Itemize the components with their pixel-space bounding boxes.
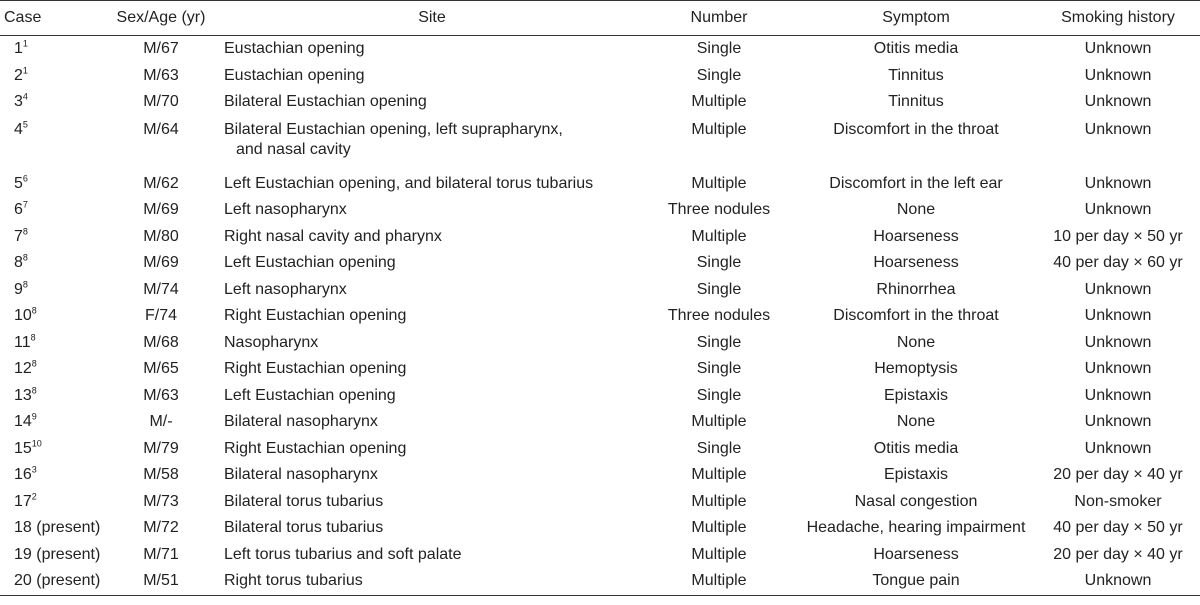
site-text: Left nasopharynx bbox=[224, 280, 347, 298]
case-number: 3 bbox=[14, 93, 23, 111]
cell-smoking-history: Unknown bbox=[1084, 280, 1152, 298]
cell-symptom: Tinnitus bbox=[888, 93, 944, 111]
site-text: Left nasopharynx bbox=[224, 201, 347, 219]
cell-symptom: None bbox=[896, 413, 936, 431]
cell-smoking-history: Unknown bbox=[1084, 66, 1152, 84]
site-text: Bilateral nasopharynx bbox=[224, 466, 378, 484]
reference-superscript: 6 bbox=[22, 173, 28, 184]
cell-smoking-history: Unknown bbox=[1084, 333, 1152, 351]
table-row bbox=[0, 277, 1200, 304]
cell-sex-age: M/69 bbox=[143, 201, 179, 219]
cell-sex-age: M/51 bbox=[100, 568, 222, 595]
cell-case bbox=[0, 303, 100, 330]
site-text: Right Eustachian opening bbox=[224, 307, 407, 325]
cell-site bbox=[222, 489, 642, 516]
cell-site bbox=[222, 116, 642, 171]
cell-smoking-history: Unknown bbox=[1084, 307, 1152, 325]
reference-superscript: 4 bbox=[22, 91, 28, 102]
case-number: 9 bbox=[14, 280, 23, 298]
cell-site bbox=[222, 197, 642, 224]
cell-number: Single bbox=[696, 66, 742, 84]
cell-site bbox=[222, 171, 642, 198]
case-number: 17 bbox=[14, 492, 32, 510]
table-row bbox=[0, 89, 1200, 116]
reference-superscript: 1 bbox=[22, 38, 28, 49]
cell-case bbox=[0, 197, 100, 224]
cell-sex-age: M/79 bbox=[143, 439, 179, 457]
cell-symptom: Discomfort in the left ear bbox=[829, 174, 1003, 192]
table-row bbox=[0, 568, 1200, 595]
header-row bbox=[0, 1, 1200, 36]
cell-sex-age: M/73 bbox=[143, 492, 179, 510]
case-number: 1 bbox=[14, 40, 23, 58]
cell-case bbox=[0, 224, 100, 251]
reference-superscript: 10 bbox=[31, 438, 42, 449]
table-row bbox=[0, 542, 1200, 569]
cell-number: Multiple bbox=[691, 466, 747, 484]
cell-case bbox=[0, 436, 100, 463]
cell-site bbox=[222, 250, 642, 277]
cell-site bbox=[222, 409, 642, 436]
cell-case bbox=[0, 383, 100, 410]
cell-symptom: None bbox=[896, 201, 936, 219]
cell-symptom: None bbox=[896, 333, 936, 351]
cell-site bbox=[222, 63, 642, 90]
table-row bbox=[0, 63, 1200, 90]
cell-symptom: Tongue pain bbox=[796, 568, 1036, 595]
case-number: 20 (present) bbox=[14, 572, 101, 590]
cell-symptom: Nasal congestion bbox=[854, 492, 978, 510]
site-text: Left torus tubarius and soft palate bbox=[224, 545, 462, 563]
cell-site bbox=[222, 36, 642, 63]
cell-case bbox=[0, 277, 100, 304]
case-number: 10 bbox=[14, 307, 32, 325]
cell-case bbox=[0, 116, 100, 171]
cell-number: Multiple bbox=[691, 413, 747, 431]
cell-smoking-history: 40 per day × 50 yr bbox=[1053, 519, 1183, 537]
reference-superscript: 7 bbox=[22, 199, 28, 210]
cell-sex-age: F/74 bbox=[144, 307, 177, 325]
table-row bbox=[0, 356, 1200, 383]
cell-site bbox=[222, 277, 642, 304]
site-text: Right Eustachian opening bbox=[224, 439, 407, 457]
site-text: Left Eustachian opening, and bilateral torus tubarius bbox=[224, 174, 594, 192]
site-text: Bilateral torus tubarius bbox=[224, 492, 384, 510]
cell-case bbox=[0, 330, 100, 357]
cell-case bbox=[0, 515, 100, 542]
cell-site bbox=[222, 542, 642, 569]
table-row bbox=[0, 515, 1200, 542]
cell-case bbox=[0, 171, 100, 198]
cell-symptom: Hoarseness bbox=[873, 254, 959, 272]
cell-sex-age: M/- bbox=[149, 413, 173, 431]
header-case: Case bbox=[0, 1, 100, 36]
cell-number: Three nodules bbox=[667, 201, 771, 219]
cell-number: Multiple bbox=[691, 174, 747, 192]
cell-number: Multiple bbox=[642, 568, 796, 595]
table-row bbox=[0, 171, 1200, 198]
reference-superscript: 9 bbox=[31, 411, 37, 422]
table-row bbox=[0, 383, 1200, 410]
cell-symptom: Otitis media bbox=[873, 40, 959, 58]
case-number: 12 bbox=[14, 360, 32, 378]
reference-superscript: 1 bbox=[22, 65, 28, 76]
cell-case bbox=[0, 356, 100, 383]
site-text: Right torus tubarius bbox=[224, 572, 363, 590]
cell-number: Single bbox=[696, 40, 742, 58]
case-number: 14 bbox=[14, 413, 32, 431]
cell-smoking-history: Unknown bbox=[1084, 439, 1152, 457]
reference-superscript: 8 bbox=[31, 358, 37, 369]
cell-site bbox=[222, 303, 642, 330]
site-text-continued: and nasal cavity bbox=[236, 140, 351, 158]
cell-number: Multiple bbox=[691, 227, 747, 245]
site-text: Left Eustachian opening bbox=[224, 386, 396, 404]
cell-smoking-history: Unknown bbox=[1036, 568, 1200, 595]
cell-case bbox=[0, 250, 100, 277]
cell-symptom: Rhinorrhea bbox=[876, 280, 956, 298]
cell-case bbox=[0, 489, 100, 516]
cell-number: Single bbox=[696, 280, 742, 298]
site-text: Eustachian opening bbox=[224, 40, 365, 58]
reference-superscript: 8 bbox=[30, 332, 36, 343]
cell-case bbox=[0, 89, 100, 116]
cell-sex-age: M/62 bbox=[143, 174, 179, 192]
site-text: Left Eustachian opening bbox=[224, 254, 396, 272]
cell-case bbox=[0, 462, 100, 489]
cell-sex-age: M/72 bbox=[143, 519, 179, 537]
table-row bbox=[0, 409, 1200, 436]
case-number: 8 bbox=[14, 254, 23, 272]
cell-site bbox=[222, 356, 642, 383]
cell-sex-age: M/63 bbox=[143, 386, 179, 404]
table-row bbox=[0, 462, 1200, 489]
case-number: 16 bbox=[14, 466, 32, 484]
case-number: 5 bbox=[14, 174, 23, 192]
header-sex-age: Sex/Age (yr) bbox=[100, 1, 222, 36]
cell-smoking-history: Unknown bbox=[1084, 40, 1152, 58]
header-symptom: Symptom bbox=[796, 1, 1036, 36]
cell-smoking-history: Unknown bbox=[1084, 201, 1152, 219]
cell-case bbox=[0, 63, 100, 90]
cell-site bbox=[222, 436, 642, 463]
cell-smoking-history: 10 per day × 50 yr bbox=[1053, 227, 1183, 245]
table-row bbox=[0, 436, 1200, 463]
cell-number: Multiple bbox=[691, 519, 747, 537]
reference-superscript: 8 bbox=[22, 226, 28, 237]
cell-case bbox=[0, 542, 100, 569]
site-text: Right nasal cavity and pharynx bbox=[224, 227, 442, 245]
table-row bbox=[0, 489, 1200, 516]
cell-number: Multiple bbox=[691, 93, 747, 111]
cell-case bbox=[0, 36, 100, 63]
case-number: 4 bbox=[14, 120, 23, 138]
case-number: 18 (present) bbox=[14, 519, 101, 537]
table-row bbox=[0, 330, 1200, 357]
cell-symptom: Hoarseness bbox=[873, 545, 959, 563]
reference-superscript: 3 bbox=[31, 464, 37, 475]
case-number: 2 bbox=[14, 66, 23, 84]
cell-site bbox=[222, 330, 642, 357]
table-row bbox=[0, 116, 1200, 171]
cell-smoking-history: Non-smoker bbox=[1074, 492, 1162, 510]
cell-sex-age: M/65 bbox=[143, 360, 179, 378]
cell-smoking-history: Unknown bbox=[1084, 360, 1152, 378]
header-smoking-history: Smoking history bbox=[1036, 1, 1200, 36]
cell-sex-age: M/67 bbox=[143, 40, 179, 58]
case-number: 11 bbox=[14, 333, 31, 351]
site-text: Nasopharynx bbox=[224, 333, 319, 351]
header-number: Number bbox=[642, 1, 796, 36]
case-number: 6 bbox=[14, 201, 23, 219]
cell-symptom: Epistaxis bbox=[883, 386, 949, 404]
header-site: Site bbox=[222, 1, 642, 36]
cell-site bbox=[222, 462, 642, 489]
cell-case bbox=[0, 568, 100, 595]
reference-superscript: 8 bbox=[31, 385, 37, 396]
site-text: Bilateral Eustachian opening bbox=[224, 93, 427, 111]
cell-number: Multiple bbox=[691, 545, 747, 563]
cell-symptom: Epistaxis bbox=[883, 466, 949, 484]
cell-smoking-history: Unknown bbox=[1084, 120, 1152, 138]
site-text: Bilateral Eustachian opening, left suprapharynx, bbox=[224, 120, 563, 138]
reference-superscript: 8 bbox=[22, 279, 28, 290]
cell-case bbox=[0, 409, 100, 436]
cell-sex-age: M/63 bbox=[143, 66, 179, 84]
cell-smoking-history: Unknown bbox=[1084, 413, 1152, 431]
cell-smoking-history: 40 per day × 60 yr bbox=[1053, 254, 1183, 272]
case-number: 19 (present) bbox=[14, 545, 101, 563]
cell-site bbox=[222, 224, 642, 251]
cell-sex-age: M/58 bbox=[143, 466, 179, 484]
cell-site bbox=[222, 89, 642, 116]
cell-sex-age: M/69 bbox=[143, 254, 179, 272]
cell-site bbox=[222, 515, 642, 542]
cell-number: Single bbox=[696, 254, 742, 272]
table-row bbox=[0, 197, 1200, 224]
cell-symptom: Hoarseness bbox=[873, 227, 959, 245]
cell-sex-age: M/70 bbox=[143, 93, 179, 111]
cell-number: Single bbox=[696, 439, 742, 457]
cell-site bbox=[222, 383, 642, 410]
cell-smoking-history: Unknown bbox=[1084, 93, 1152, 111]
cell-smoking-history: Unknown bbox=[1084, 174, 1152, 192]
cell-sex-age: M/71 bbox=[143, 545, 179, 563]
cell-number: Multiple bbox=[691, 492, 747, 510]
reference-superscript: 8 bbox=[31, 305, 37, 316]
cell-smoking-history: 20 per day × 40 yr bbox=[1053, 466, 1183, 484]
table-row bbox=[0, 224, 1200, 251]
cell-number: Three nodules bbox=[667, 307, 771, 325]
reference-superscript: 5 bbox=[22, 119, 28, 130]
reference-superscript: 2 bbox=[31, 491, 37, 502]
cell-site bbox=[222, 568, 642, 595]
table-row bbox=[0, 303, 1200, 330]
cell-symptom: Otitis media bbox=[873, 439, 959, 457]
cell-smoking-history: Unknown bbox=[1084, 386, 1152, 404]
cell-symptom: Hemoptysis bbox=[874, 360, 958, 378]
reference-superscript: 8 bbox=[22, 252, 28, 263]
table-body bbox=[0, 36, 1200, 596]
cell-symptom: Discomfort in the throat bbox=[833, 307, 999, 325]
cell-sex-age: M/68 bbox=[143, 333, 179, 351]
site-text: Right Eustachian opening bbox=[224, 360, 407, 378]
cell-symptom: Headache, hearing impairment bbox=[806, 519, 1026, 537]
cell-sex-age: M/74 bbox=[143, 280, 179, 298]
cell-symptom: Tinnitus bbox=[888, 66, 944, 84]
cell-smoking-history: 20 per day × 40 yr bbox=[1053, 545, 1183, 563]
site-text: Eustachian opening bbox=[224, 66, 365, 84]
site-text: Bilateral torus tubarius bbox=[224, 519, 384, 537]
case-number: 13 bbox=[14, 386, 32, 404]
cell-number: Single bbox=[696, 360, 742, 378]
cell-number: Single bbox=[696, 386, 742, 404]
site-text: Bilateral nasopharynx bbox=[224, 413, 378, 431]
cell-symptom: Discomfort in the throat bbox=[833, 120, 999, 138]
table-row bbox=[0, 250, 1200, 277]
cell-sex-age: M/80 bbox=[143, 227, 179, 245]
cell-number: Single bbox=[696, 333, 742, 351]
cell-sex-age: M/64 bbox=[143, 120, 179, 138]
case-number: 15 bbox=[14, 439, 32, 457]
cell-number: Multiple bbox=[691, 120, 747, 138]
case-number: 7 bbox=[14, 227, 23, 245]
table-row bbox=[0, 36, 1200, 63]
